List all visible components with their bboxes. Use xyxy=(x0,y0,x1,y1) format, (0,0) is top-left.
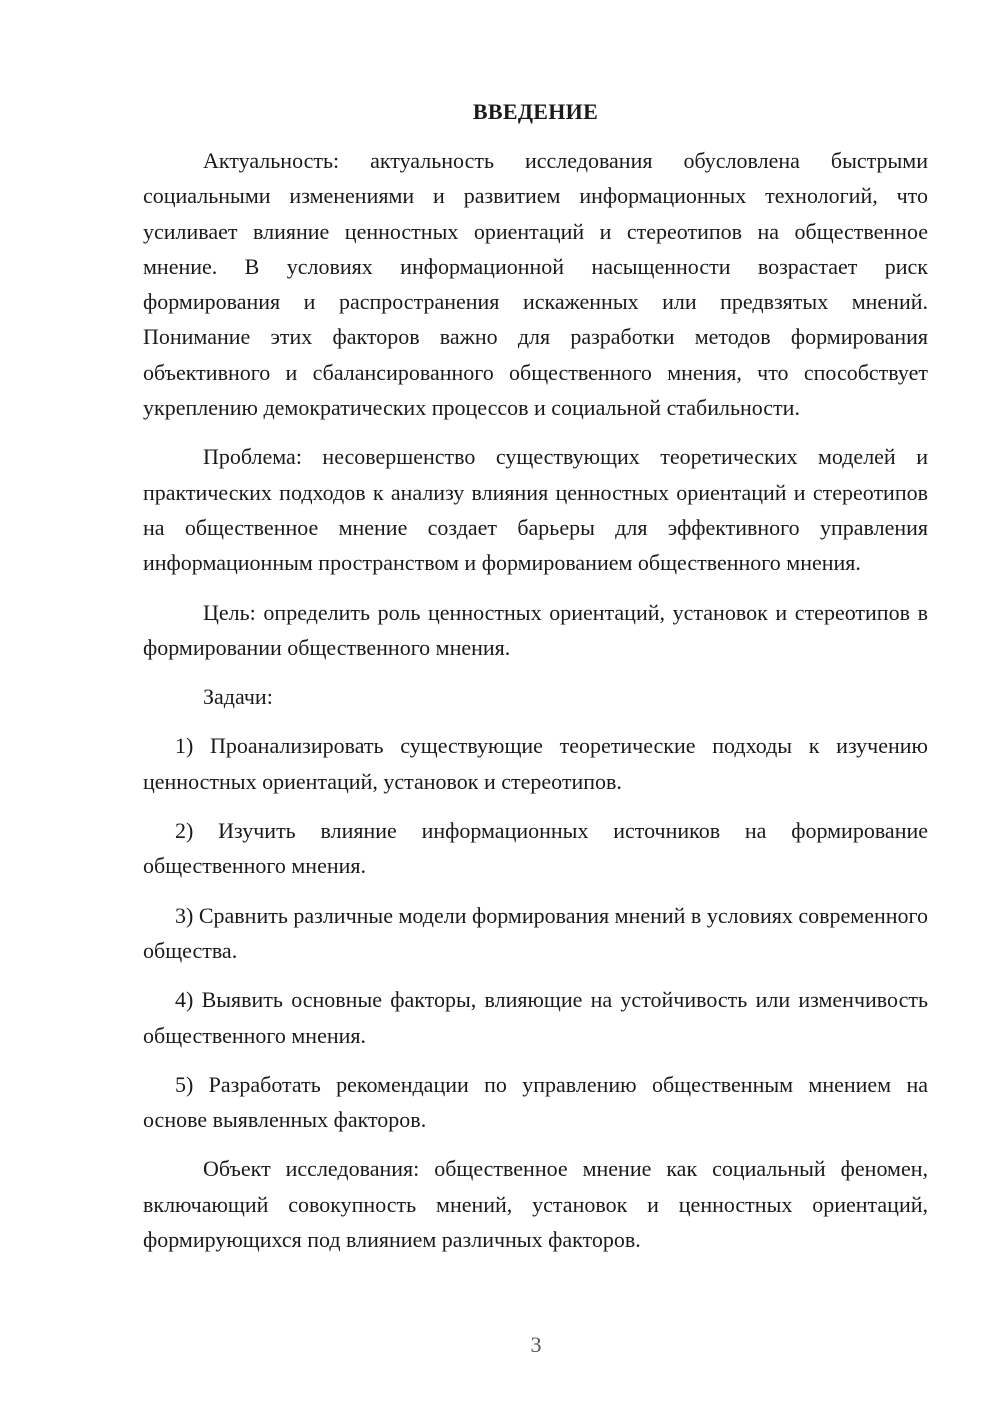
tasks-heading: Задачи: xyxy=(203,684,273,710)
task-item-1: 1) Проанализировать существующие теоретические подходы к изучению ценностных ориентаций, установок и стереотипов. xyxy=(143,733,928,794)
paragraph-object: Объект исследования: общественное мнение как социальный феномен, включающий совокупность мнений, установок и ценностных ориентаций, формирующихся под влиянием различных факторов. xyxy=(143,1156,928,1253)
paragraph-relevance: Актуальность: актуальность исследования обусловлена быстрыми социальными изменениями и развитием информационных технологий, что усиливает влияние ценностных ориентаций и стереотипов на общественное мнение. В условиях информационной насыщенности возрастает риск формирования и распространения искаженных или предвзятых мнений. Понимание этих факторов важно для разработки методов формирования объективного и сбалансированного общественного мнения, что способствует укреплению демократических процессов и социальной стабильности. xyxy=(143,148,928,421)
task-item-5: 5) Разработать рекомендации по управлению общественным мнением на основе выявленных факторов. xyxy=(143,1071,928,1133)
paragraph-problem: Проблема: несовершенство существующих теоретических моделей и практических подходов к анализу влияния ценностных ориентаций и стереотипов на общественное мнение создает барьеры для эффективного управления информационным пространством и формированием общественного мнения. xyxy=(143,444,928,576)
paragraph-goal: Цель: определить роль ценностных ориентаций, установок и стереотипов в формировании общественного мнения. xyxy=(143,599,928,660)
task-item-3: 3) Сравнить различные модели формирования мнений в условиях современного общества. xyxy=(143,902,928,963)
section-title: ВВЕДЕНИЕ xyxy=(472,99,599,124)
task-item-2: 2) Изучить влияние информационных источников на формирование общественного мнения. xyxy=(143,818,928,879)
task-item-4: 4) Выявить основные факторы, влияющие на устойчивость или изменчивость общественного мнения. xyxy=(143,987,928,1048)
page-number: 3 xyxy=(530,1332,542,1357)
document-page xyxy=(143,94,928,1271)
